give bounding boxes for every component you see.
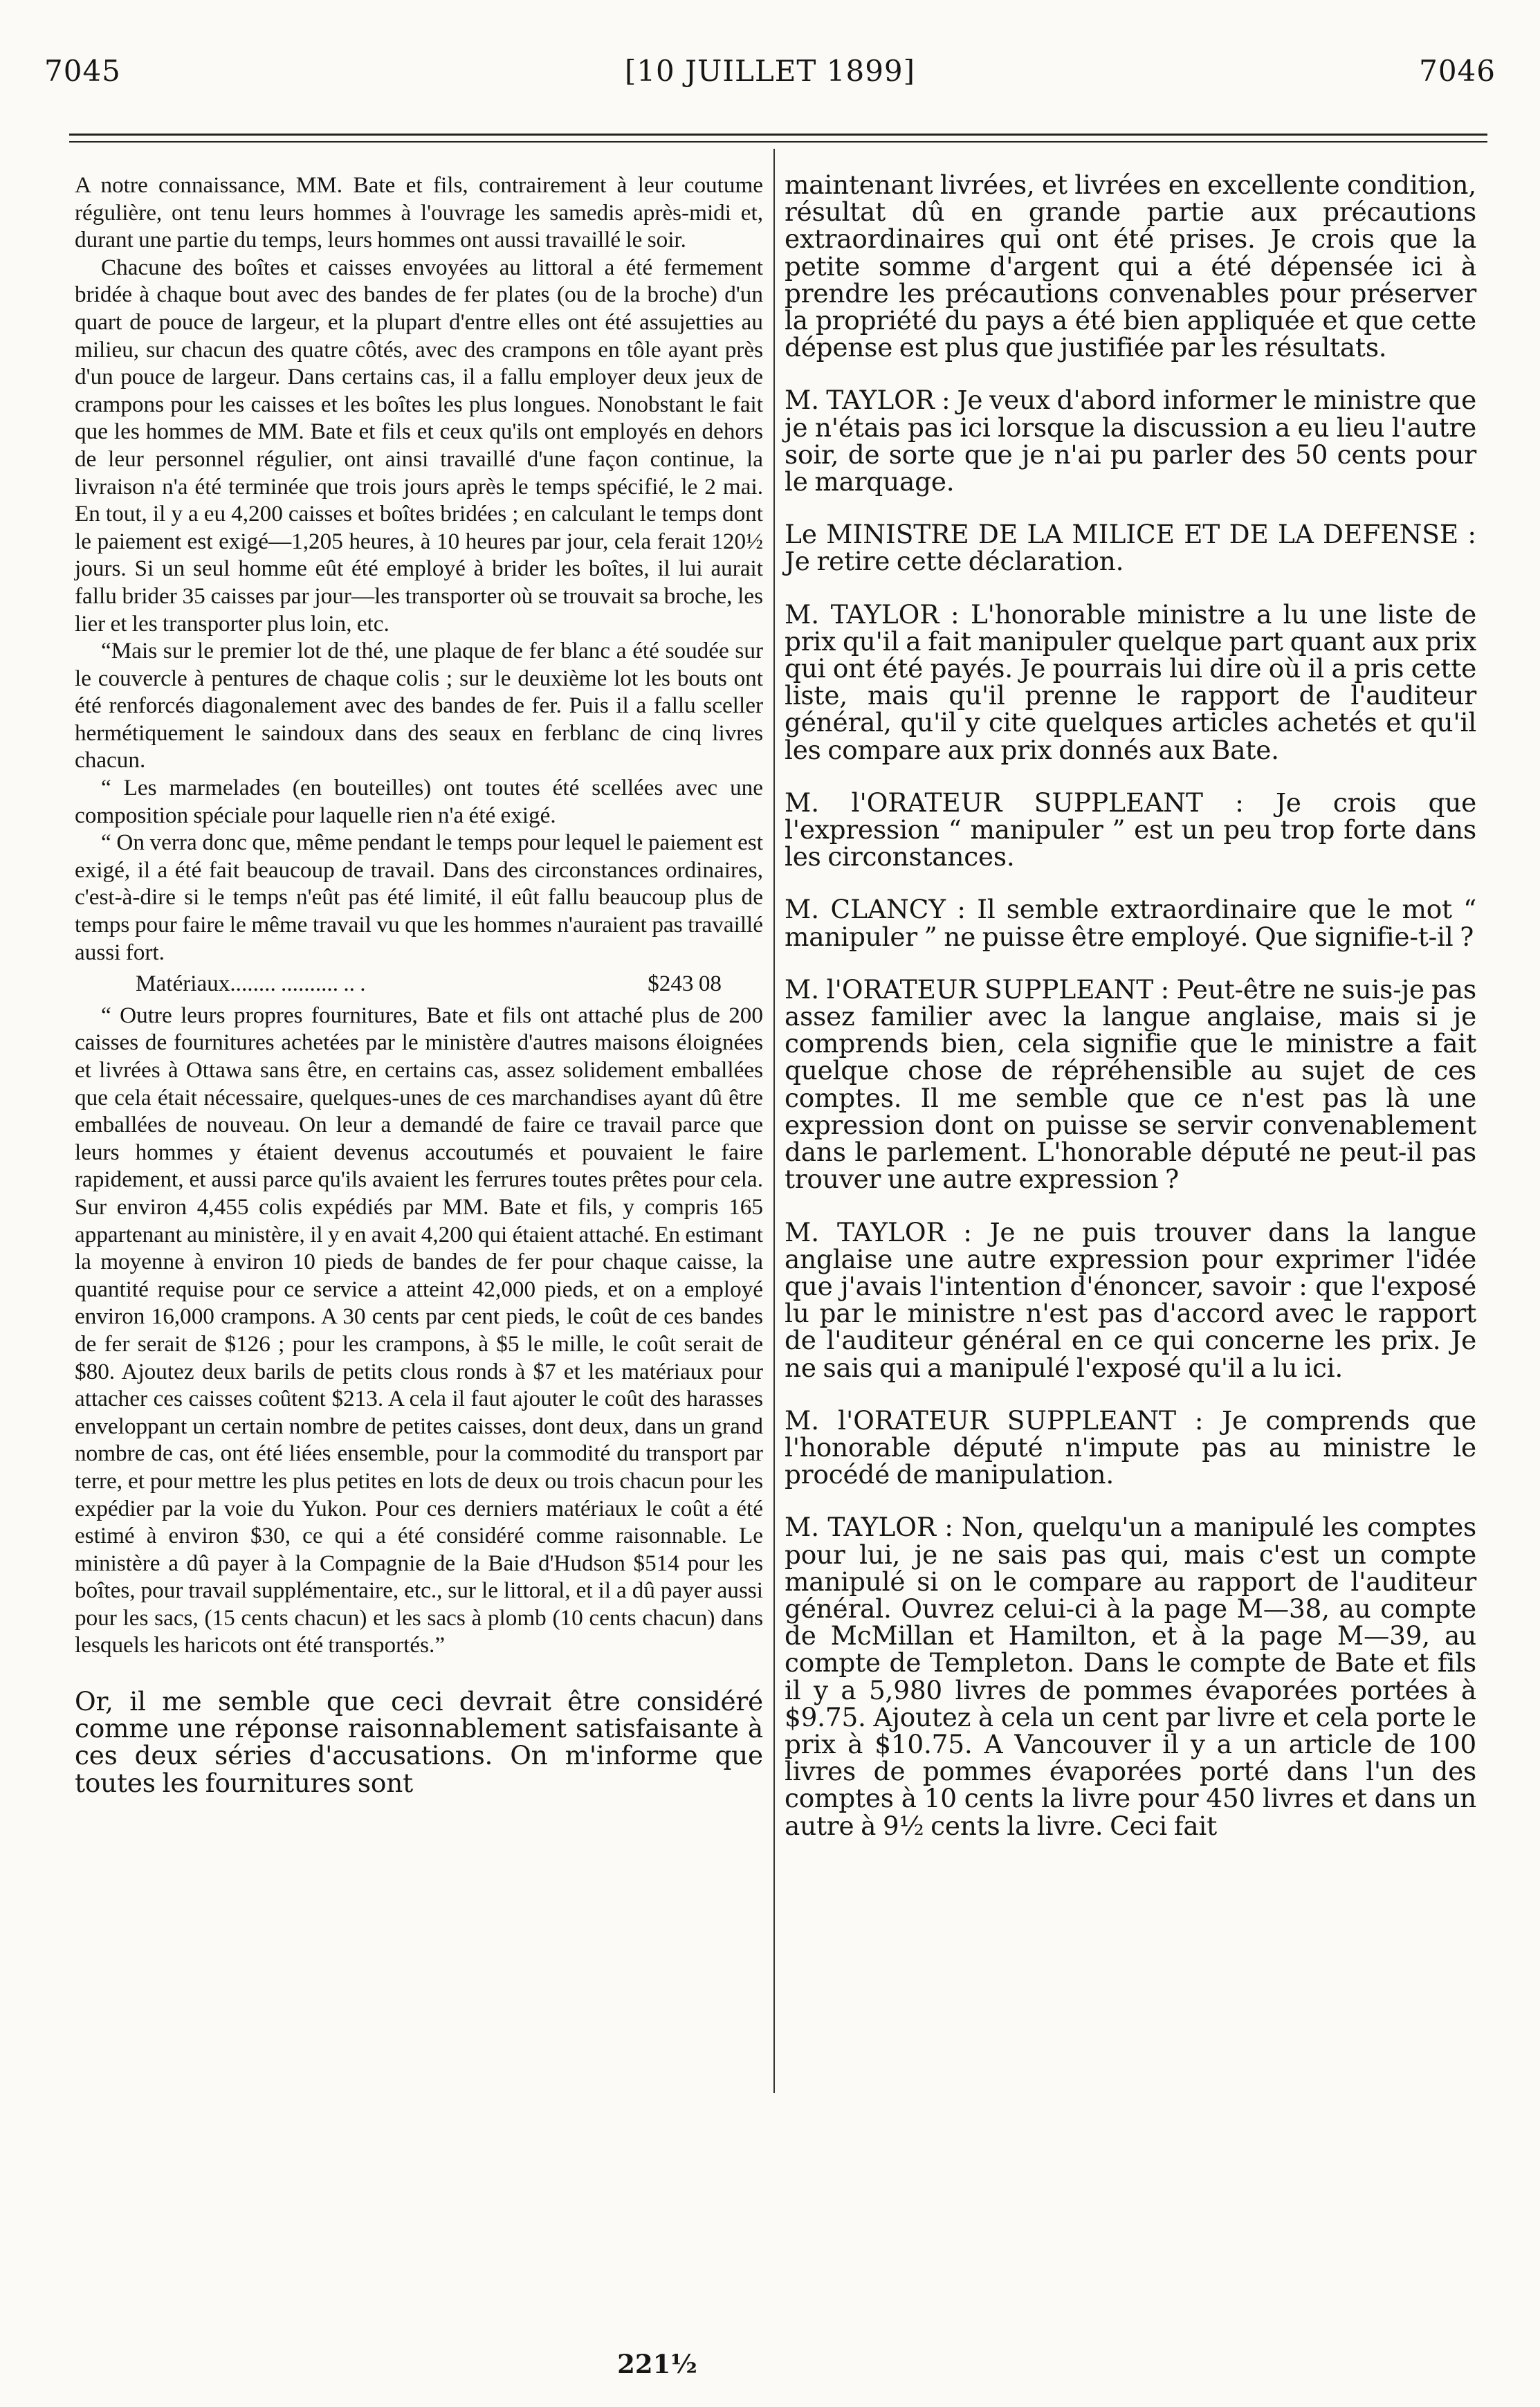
- speech: [785, 598, 1477, 765]
- materiaux-value: $243 08: [648, 971, 722, 997]
- header-date: [10 JUILLET 1899]: [624, 54, 916, 88]
- column-divider: [773, 149, 775, 2093]
- speech-text: Peut-être ne suis-je pas assez familier avec la langue anglaise, mais si je comprends bien, cela signifie que le ministre a fait quelque chose de répréhensible au sujet de ces comptes. Il me semble que ce n'est pas là une expression dont on puisse se servir convenablement dans le parlement. L'honorable député ne peut-il pas trouver une autre expression ?: [785, 973, 1476, 1195]
- speaker: M. TAYLOR :: [785, 1512, 953, 1543]
- speech: [785, 789, 1476, 871]
- speaker: M. TAYLOR :: [785, 1216, 973, 1247]
- speaker: M. l'ORATEUR SUPPLEANT :: [785, 1404, 1204, 1436]
- materiaux-label: Matériaux........ .......... .. .: [136, 971, 366, 997]
- paragraph: “ On verra donc que, même pendant le temps pour lequel le paiement est exigé, il a été fait beaucoup de travail. Dans des circonstances ordinaires, c'est-à-dire si le temps n'eût pas été limité, il eût fallu beaucoup plus de temps pour faire le même travail vu que les hommes n'auraient pas travaillé aussi fort.: [75, 830, 763, 965]
- page-number-left: 7045: [44, 54, 121, 88]
- speech-text: Je veux d'abord informer le ministre que je n'étais pas ici lorsque la discussion a eu lieu l'autre soir, de sorte que je n'ai pu parler des 50 cents pour le marquage.: [785, 385, 1476, 497]
- page-header: [44, 54, 1496, 95]
- speech-text: Je retire cette déclaration.: [785, 546, 1124, 577]
- paragraph: “Mais sur le premier lot de thé, une plaque de fer blanc a été soudée sur le couvercle à pentures de chaque colis ; sur le deuxième lot les bouts ont été renforcés diagonalement avec des bandes de fer. Puis il a fallu sceller hermétiquement le saindoux dans des seaux en ferblanc de cinq livres chacun.: [75, 638, 763, 774]
- speech: [785, 896, 1476, 950]
- speech-text: L'honorable ministre a lu une liste de prix qu'il a fait manipuler quelque part quant aux prix qui ont été payés. Je pourrais lui dire où il a pris cette liste, mais qu'il prenne le rapport de l'auditeur général, qu'il y cite quelques articles achetés et qu'il les compare aux prix donnés aux Bate.: [785, 598, 1477, 765]
- paragraph: “ Les marmelades (en bouteilles) ont toutes été scellées avec une composition spéciale pour laquelle rien n'a été exigé.: [75, 775, 763, 828]
- right-column: [785, 172, 1476, 1865]
- speech-text: Non, quelqu'un a manipulé les comptes pour lui, je ne sais pas qui, mais c'est un compte manipulé si on le compare au rapport de l'auditeur général. Ouvrez celui-ci à la page M—38, au compte de McMillan et Hamilton, et à la page M—39, au compte de Templeton. Dans le compte de Bate et fils il y a 5,980 livres de pommes évaporées portées à $9.75. Ajoutez à cela un cent par livre et cela porte le prix à $10.75. A Vancouver il y a un article de 100 livres de pommes évaporées porté dans l'un des comptes à 10 cents la livre pour 450 livres et dans un autre à 9½ cents la livre. Ceci fait: [785, 1512, 1476, 1841]
- speaker: M. l'ORATEUR SUPPLEANT :: [785, 973, 1170, 1005]
- speech-text: Je crois que l'expression “ manipuler ” est un peu trop forte dans les circonstances.: [785, 787, 1476, 872]
- speech-text: Je ne puis trouver dans la langue anglaise une autre expression pour exprimer l'idée que j'avais l'intention d'énoncer, savoir : que l'exposé lu par le ministre n'est pas d'accord avec le rapport de l'auditeur général en ce qui concerne les prix. Je ne sais qui a manipulé l'exposé qu'il a lu ici.: [785, 1216, 1476, 1383]
- paragraph: Chacune des boîtes et caisses envoyées au littoral a été fermement bridée à chaque bout avec des bandes de fer plates (ou de la broche) d'un quart de pouce de largeur, et la plupart d'entre elles ont été assujetties au milieu, sur chacun des quatre côtés, avec des crampons en tôle ayant près d'un pouce de largeur. Dans certains cas, il a fallu employer deux jeux de crampons pour les caisses et les boîtes les plus longues. Nonobstant le fait que les hommes de MM. Bate et fils et ceux qu'ils ont employés en dehors de leur personnel régulier, ont ainsi travaillé d'une façon continue, la livraison n'a été terminée que trois jours après le temps spécifié, le 2 mai. En tout, il y a eu 4,200 caisses et boîtes bridées ; en calculant le temps dont le paiement est exigé—1,205 heures, à 10 heures par jour, cela ferait 120½ jours. Si un seul homme eût été employé à brider les boîtes, il lui aurait fallu brider 35 caisses par jour—les transporter où se trouvait sa broche, les lier et les transporter plus loin, etc.: [75, 254, 763, 637]
- speech-text: Je comprends que l'honorable député n'impute pas au ministre le procédé de manipulation.: [785, 1404, 1476, 1490]
- speaker: M. CLANCY :: [785, 894, 966, 925]
- quoted-report: [75, 172, 763, 1659]
- speech: [785, 1216, 1476, 1383]
- folio: 221½: [617, 2349, 697, 2379]
- paragraph: “ Outre leurs propres fournitures, Bate et fils ont attaché plus de 200 caisses de fournitures achetées par le ministère d'autres maisons éloignées et livrées à Ottawa sans être, en certains cas, assez solidement emballées que cela était nécessaire, quelques-unes de ces marchandises ayant dû être emballées de nouveau. On leur a demandé de faire ce travail parce que leurs hommes y étaient devenus accoutumés et pouvaient le faire rapidement, et aussi parce qu'ils avaient les ferrures toutes prêtes pour cela. Sur environ 4,455 colis expédiés par MM. Bate et fils, y compris 165 appartenant au ministère, il y en avait 4,200 qui étaient attaché. En estimant la moyenne à environ 10 pieds de bandes de fer pour chaque caisse, la quantité requise pour ce service a atteint 42,000 pieds, et on a employé environ 16,000 crampons. A 30 cents par cent pieds, le coût de ces bandes de fer serait de $126 ; pour les crampons, à $5 le mille, le coût serait de $80. Ajoutez deux barils de petits clous ronds à $7 et les matériaux pour attacher ces caisses coûtent $213. A cela il faut ajouter le coût des harasses enveloppant un certain nombre de petites caisses, dont deux, dans un grand nombre de cas, ont été liées ensemble, pour la commodité du transport par terre, et pour mettre les plus petites en lots de deux ou trois chacun pour les expédier par la voie du Yukon. Pour ces derniers matériaux le coût a été estimé à environ $30, ce qui a été considéré comme raisonnable. Le ministère a dû payer à la Compagnie de la Baie d'Hudson $514 pour les boîtes, pour travail supplémentaire, etc., sur le littoral, et il a dû payer aussi pour les sacs, (15 cents chacun) et les sacs à plomb (10 cents chacun) dans lesquels les haricots ont été transportés.”: [75, 1002, 763, 1658]
- speech: [785, 1514, 1476, 1839]
- speaker: M. TAYLOR :: [785, 598, 960, 630]
- speech: [785, 973, 1476, 1195]
- page-number-right: 7046: [1419, 54, 1496, 88]
- header-rule-double: [69, 141, 1487, 143]
- left-column: [75, 172, 763, 1822]
- header-rule: [69, 134, 1487, 136]
- materiaux-line: [75, 966, 763, 1002]
- speaker: Le MINISTRE DE LA MILICE ET DE LA DEFENSE :: [785, 519, 1476, 550]
- speaker: M. TAYLOR :: [785, 385, 951, 416]
- speech-continuation: [75, 1688, 763, 1797]
- speaker: M. l'ORATEUR SUPPLEANT :: [785, 787, 1244, 818]
- paragraph: maintenant livrées, et livrées en excellente condition, résultat dû en grande partie aux précautions extraordinaires qui ont été prises. Je crois que la petite somme d'argent qui a été dépensée ici à prendre les précautions convenables pour préserver la propriété du pays a été bien appliquée et que cette dépense est plus que justifiée par les résultats.: [785, 170, 1476, 363]
- speech: [785, 521, 1476, 575]
- speech: [785, 1404, 1476, 1490]
- paragraph: Or, il me semble que ceci devrait être considéré comme une réponse raisonnablement satisfaisante à ces deux séries d'accusations. On m'informe que toutes les fournitures sont: [75, 1686, 763, 1798]
- speech-text: Il semble extraordinaire que le mot “ manipuler ” ne puisse être employé. Que signifie-t-il ?: [785, 894, 1476, 952]
- speech: [785, 387, 1476, 495]
- paragraph: A notre connaissance, MM. Bate et fils, contrairement à leur coutume régulière, ont tenu leurs hommes à l'ouvrage les samedis après-midi et, durant une partie du temps, leurs hommes ont aussi travaillé le soir.: [75, 172, 763, 253]
- debate-text: [785, 172, 1476, 1840]
